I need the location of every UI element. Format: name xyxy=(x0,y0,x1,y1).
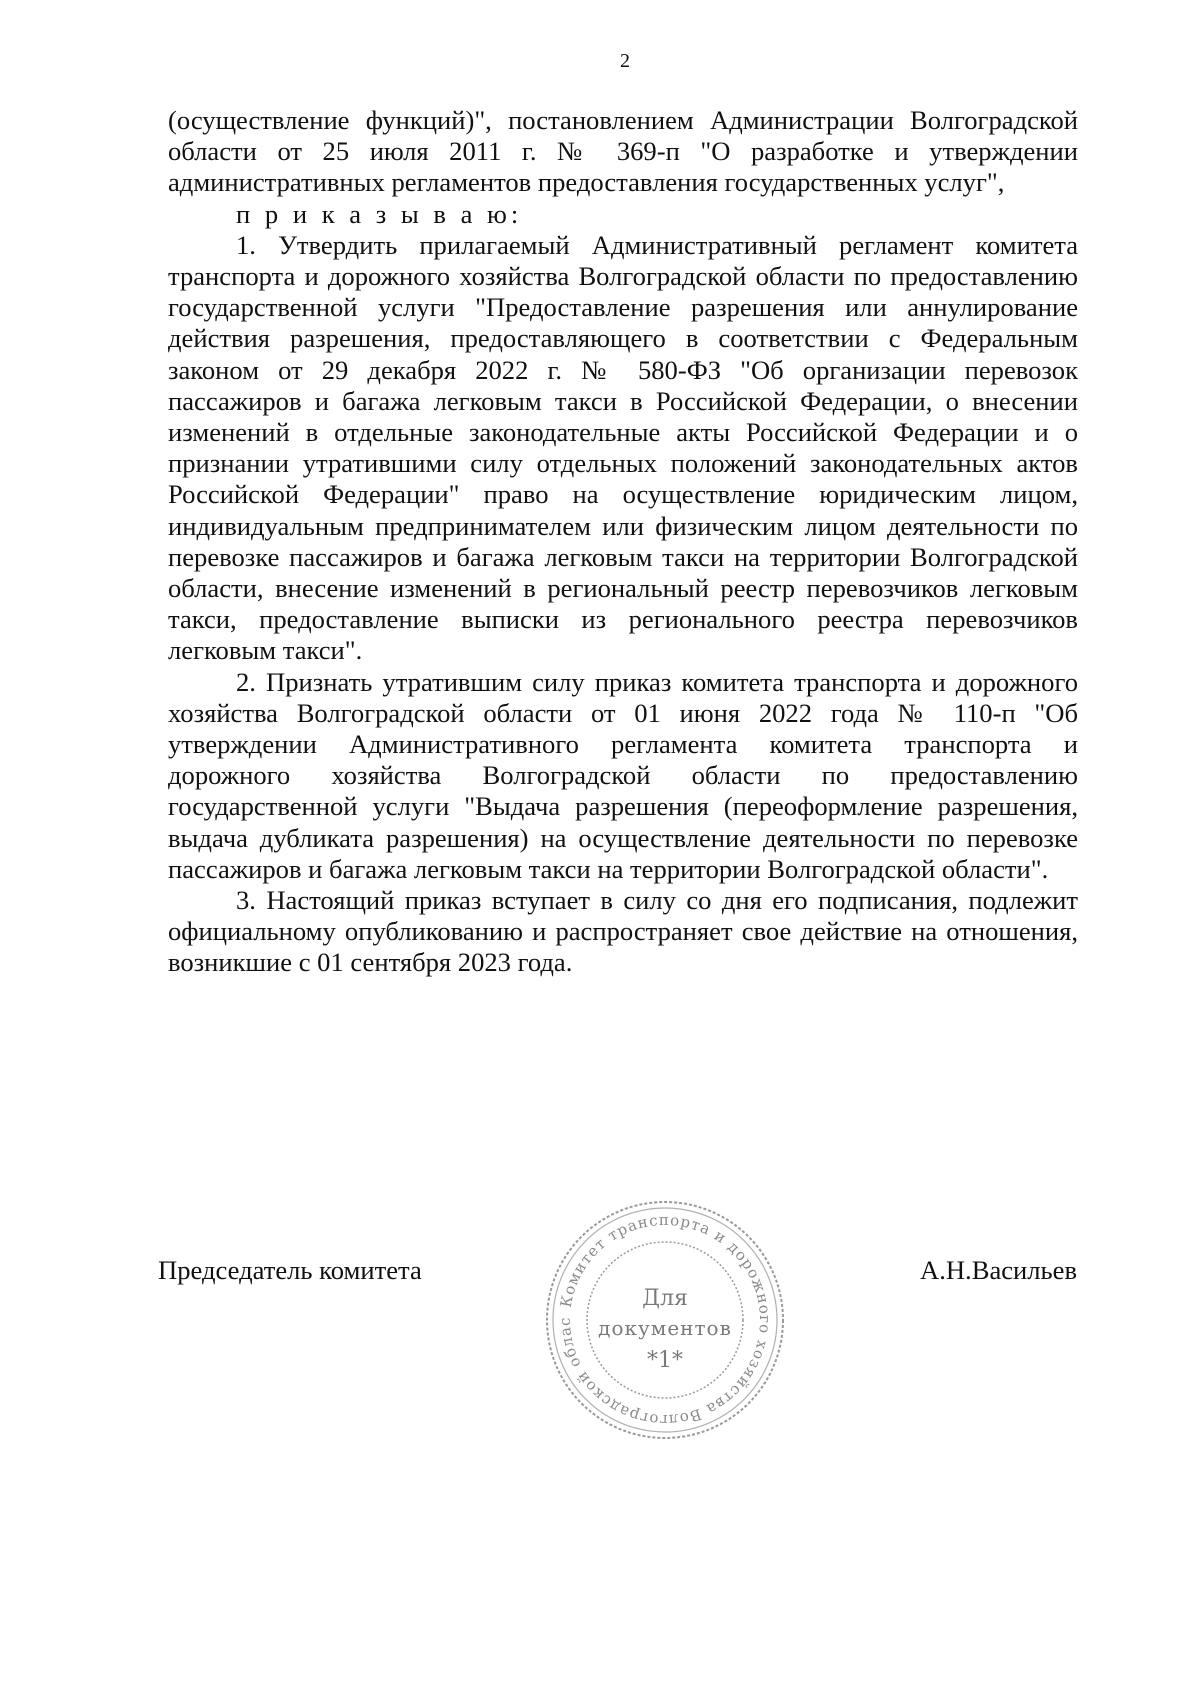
paragraph-item-1: 1. Утвердить прилагаемый Административный регламент комитета транспорта и дорожного хозяйства Волгоградской области по предоставлению государственной услуги "Предоставление разрешения или аннулирование действия разрешения, предоставляющего в соответствии с Федеральным законом от 29 декабря 2022 г. № 580-ФЗ "Об организации перевозок пассажиров и багажа легковым такси в Российской Федерации, о внесении изменений в отдельные законодательные акты Российской Федерации и о признании утратившими силу отдельных положений законодательных актов Российской Федерации" право на осуществление юридическим лицом, индивидуальным предпринимателем или физическим лицом деятельности по перевозке пассажиров и багажа легковым такси на территории Волгоградской области, внесение изменений в региональный реестр перевозчиков легковым такси, предоставление выписки из регионального реестра перевозчиков легковым такси". xyxy=(168,229,1078,666)
document-body xyxy=(168,105,1078,979)
signatory-name: А.Н.Васильев xyxy=(920,1255,1078,1285)
official-seal-stamp xyxy=(540,1195,790,1445)
paragraph-order-word: п р и к а з ы в а ю: xyxy=(236,198,523,229)
svg-text:Комитет транспорта и дорожного xyxy=(540,1195,774,1429)
seal-ring-text: Комитет транспорта и дорожного хозяйства Волгоградской облас xyxy=(555,1210,775,1430)
seal-graphic xyxy=(540,1195,790,1445)
paragraph-item-2: 2. Признать утратившим силу приказ комитета транспорта и дорожного хозяйства Волгоградской области от 01 июня 2022 года № 110-п "Об утверждении Административного регламента комитета транспорта и дорожного хозяйства Волгоградской области по предоставлению государственной услуги "Выдача разрешения (переоформление разрешения, выдача дубликата разрешения) на осуществление деятельности по перевозке пассажиров и багажа легковым такси на территории Волгоградской области". xyxy=(168,666,1078,884)
paragraph-intro: (осуществление функций)", постановлением Администрации Волгоградской области от 25 июля 2011 г. № 369-п "О разработке и утверждении административных регламентов предоставления государственных услуг", xyxy=(168,105,1078,198)
seal-center-line-1: Для xyxy=(642,1286,688,1311)
seal-center-line-2: документов xyxy=(598,1316,732,1340)
page-number: 2 xyxy=(620,50,630,72)
seal-center-number: *1* xyxy=(647,1348,683,1373)
paragraph-item-3: 3. Настоящий приказ вступает в силу со дня его подписания, подлежит официальному опубликованию и распространяет свое действие на отношения, возникшие с 01 сентября 2023 года. xyxy=(168,885,1078,978)
signatory-position: Председатель комитета xyxy=(158,1255,422,1285)
